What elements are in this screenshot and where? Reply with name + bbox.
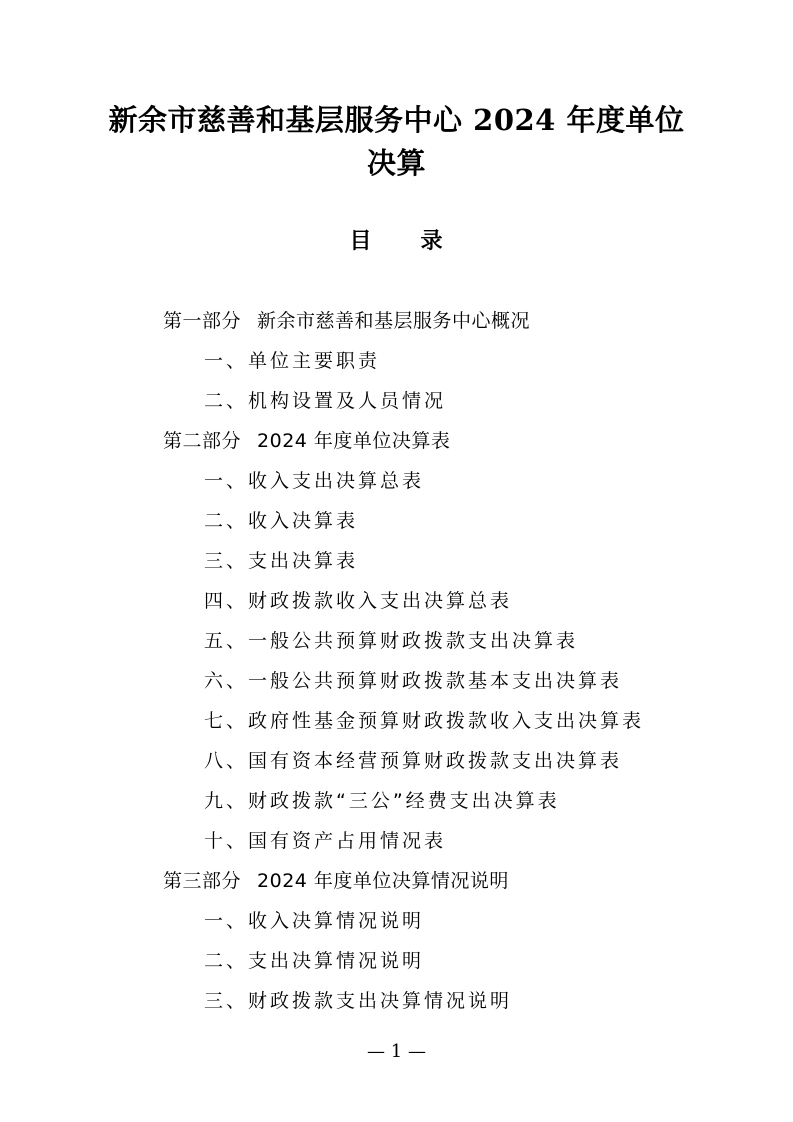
toc-part-2-number: 第二部分 [163, 430, 242, 452]
toc-part-3 [163, 867, 509, 895]
toc-part-2 [163, 427, 450, 455]
toc-heading [0, 223, 793, 259]
toc-part-3-title: 2024 年度单位决算情况说明 [257, 870, 509, 892]
toc-item: 七、政府性基金预算财政拨款收入支出决算表 [204, 710, 645, 732]
toc-item: 十、国有资产占用情况表 [204, 830, 447, 852]
document-title-line-1: 新余市慈善和基层服务中心 2024 年度单位 [108, 103, 685, 137]
toc-heading-left: 目 [349, 228, 373, 254]
toc-part-3-number: 第三部分 [163, 870, 242, 892]
toc-item: 八、国有资本经营预算财政拨款支出决算表 [204, 750, 623, 772]
toc-part-1-title: 新余市慈善和基层服务中心概况 [257, 310, 531, 332]
toc-item: 三、财政拨款支出决算情况说明 [204, 990, 513, 1012]
toc-part-1-number: 第一部分 [163, 310, 242, 332]
toc-item: 三、支出决算表 [204, 550, 359, 572]
toc-item: 六、一般公共预算财政拨款基本支出决算表 [204, 670, 623, 692]
toc-part-2-title: 2024 年度单位决算表 [257, 430, 451, 452]
toc-item: 二、机构设置及人员情况 [204, 390, 447, 412]
toc-item: 二、支出决算情况说明 [204, 950, 425, 972]
toc-item: 五、一般公共预算财政拨款支出决算表 [204, 630, 579, 652]
toc-heading-right: 录 [420, 228, 444, 254]
toc-item: 四、财政拨款收入支出决算总表 [204, 590, 513, 612]
toc-item: 一、单位主要职责 [204, 350, 381, 372]
document-title-line-2: 决算 [366, 146, 426, 180]
toc-item: 二、收入决算表 [204, 510, 359, 532]
toc-item: 一、收入决算情况说明 [204, 910, 425, 932]
toc-item: 九、财政拨款“三公”经费支出决算表 [204, 790, 560, 812]
toc-part-1 [163, 307, 530, 335]
toc-item: 一、收入支出决算总表 [204, 470, 425, 492]
page-number: — 1 — [367, 1041, 426, 1062]
